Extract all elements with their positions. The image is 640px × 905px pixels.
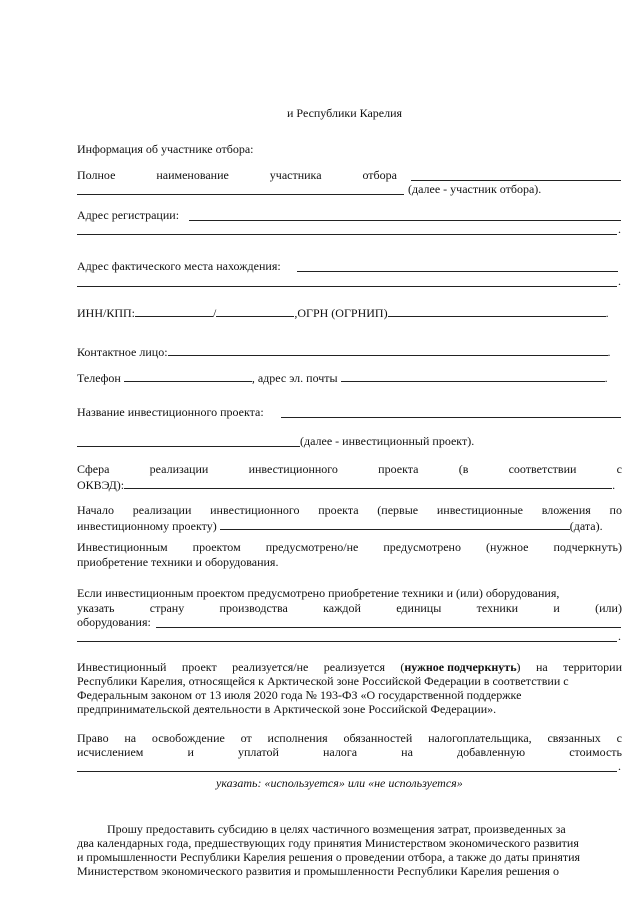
ogrn-field[interactable] (388, 305, 606, 317)
project-name-label: Название инвестиционного проекта: (77, 405, 264, 419)
arctic-line-4: предпринимательской деятельности в Арктической зоне Российской Федерации». (77, 702, 497, 716)
arctic-bold-note: нужное подчеркнуть (404, 660, 517, 674)
equipment-line-2: приобретение техники и оборудования. (77, 555, 279, 569)
project-name-field-2[interactable] (77, 446, 300, 447)
section-title: Информация об участнике отбора: (77, 142, 254, 156)
actual-address-field-2[interactable] (77, 286, 617, 287)
actual-address-field[interactable] (297, 271, 618, 272)
vat-hint: указать: «используется» или «не используется» (216, 776, 463, 790)
full-name-tail: (далее - участник отбора). (408, 182, 542, 196)
contact-field[interactable] (168, 344, 608, 356)
request-line-3: и промышленности Республики Карелия решения о проведении отбора, а также до даты принятия (77, 850, 581, 864)
phone-field[interactable] (124, 370, 252, 382)
full-name-field-2[interactable] (77, 194, 404, 195)
request-line-4: Министерством экономического развития и промышленности Республики Карелия решения о (77, 864, 559, 878)
reg-address-label: Адрес регистрации: (77, 208, 180, 222)
equipment-country-field[interactable] (156, 627, 621, 628)
project-name-tail: (далее - инвестиционный проект). (300, 434, 475, 448)
equipment-line-1: Инвестиционным проектом предусмотрено/не предусмотрено (нужное подчеркнуть) (77, 540, 622, 554)
start-date-field[interactable] (220, 518, 570, 530)
phone-email-row: Телефон , адрес эл. почты . (77, 371, 608, 385)
project-name-field[interactable] (281, 417, 621, 418)
reg-address-field[interactable] (189, 220, 621, 221)
page-header: и Республики Карелия (287, 106, 403, 120)
vat-line-2: исчислением и уплатой налога на добавленную стоимость (77, 745, 622, 759)
start-label: Начало реализации инвестиционного проекта (первые инвестиционные вложения по (77, 503, 622, 517)
request-line-1: Прошу предоставить субсидию в целях частичного возмещения затрат, произведенных за (107, 822, 566, 836)
okved-row: ОКВЭД): . (77, 478, 616, 492)
contact-row: Контактное лицо: . (77, 345, 611, 359)
okved-field[interactable] (124, 477, 612, 489)
vat-field[interactable] (77, 771, 617, 772)
reg-address-field-2[interactable] (77, 234, 617, 235)
arctic-line-2: Республики Карелия, относящейся к Арктической зоне Российской Федерации в соответствии с (77, 674, 569, 688)
request-line-2: два календарных года, предшествующих году принятия Министерством экономического развития (77, 836, 579, 850)
inn-field[interactable] (135, 305, 213, 317)
start-row: инвестиционному проекту) (дата). (77, 519, 603, 533)
arctic-line-3: Федеральным законом от 13 июля 2020 года № 193-ФЗ «О государственной поддержке (77, 688, 522, 702)
full-name-field[interactable] (411, 180, 621, 181)
actual-address-label: Адрес фактического места нахождения: (77, 259, 281, 273)
sphere-label: Сфера реализации инвестиционного проекта (в соответствии с (77, 462, 622, 476)
email-field[interactable] (341, 370, 605, 382)
kpp-field[interactable] (216, 305, 294, 317)
arctic-line-1: Инвестиционный проект реализуется/не реализуется (нужное подчеркнуть) на территории (77, 660, 622, 674)
if-equipment-line-1: Если инвестиционным проектом предусмотрено приобретение техники и (или) оборудования, (77, 586, 560, 600)
if-equipment-line-3: оборудования: (77, 615, 151, 629)
full-name-label: Полное наименование участника отбора (77, 168, 397, 182)
equipment-country-field-2[interactable] (77, 641, 617, 642)
vat-line-1: Право на освобождение от исполнения обязанностей налогоплательщика, связанных с (77, 731, 622, 745)
if-equipment-line-2: указать страну производства каждой единицы техники и (или) (77, 601, 622, 615)
inn-kpp-row: ИНН/КПП: / ,ОГРН (ОГРНИП) . (77, 306, 609, 320)
